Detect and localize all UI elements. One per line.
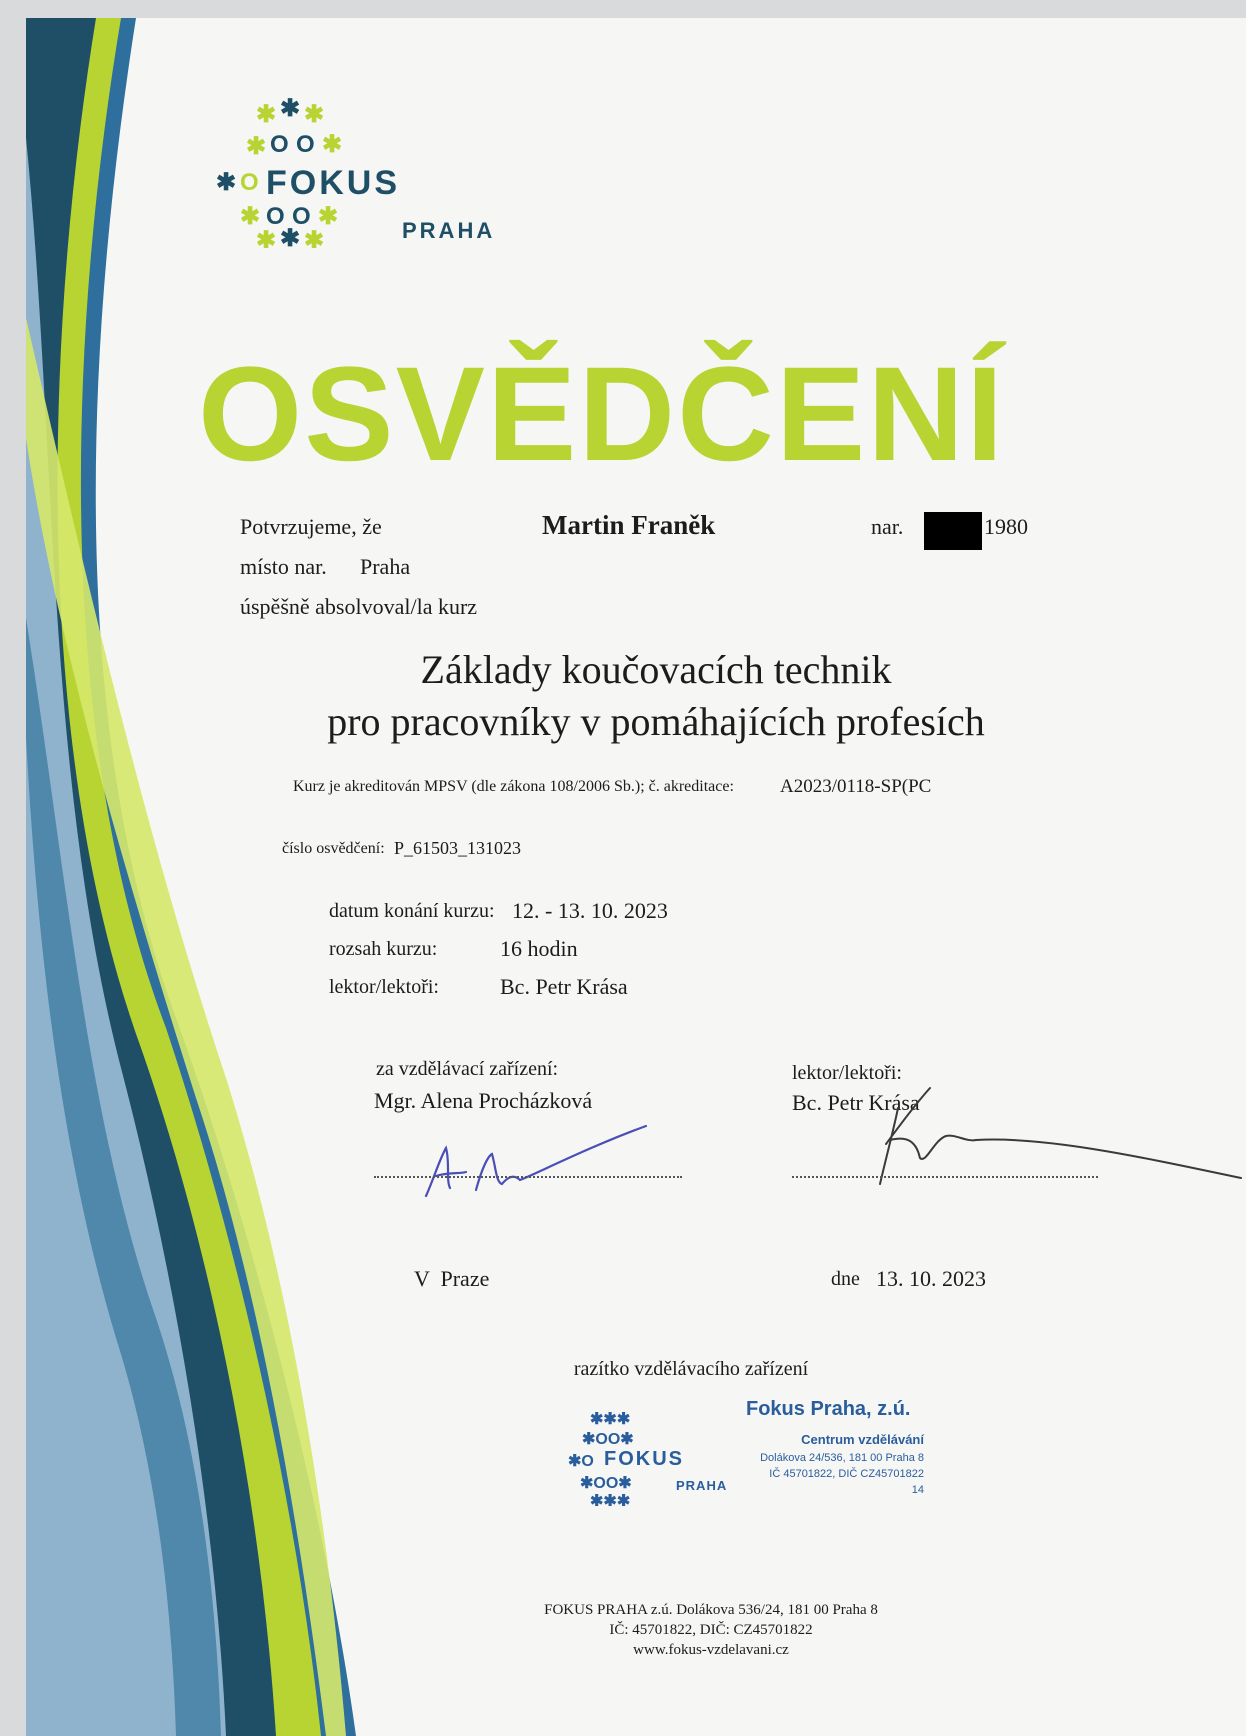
svg-text:✱O: ✱O [568, 1453, 594, 1470]
issue-date-label: dne [831, 1268, 860, 1290]
certificate-title: OSVĚDČENÍ [198, 340, 1006, 489]
birthplace-value: Praha [360, 554, 411, 579]
left-handwritten-signature [406, 1118, 666, 1208]
svg-text:O: O [270, 131, 289, 158]
footer-address: FOKUS PRAHA z.ú. Dolákova 536/24, 181 00 Praha 8 [544, 1602, 878, 1618]
fokus-logo [212, 92, 502, 248]
stamp-org: Fokus Praha, z.ú. [746, 1398, 911, 1420]
left-signature-line [374, 1176, 682, 1178]
date-label: datum konání kurzu: [329, 900, 495, 922]
svg-text:O: O [292, 203, 311, 230]
confirm-label: Potvrzujeme, že [240, 514, 382, 539]
lecturer-label: lektor/lektoři: [329, 976, 439, 998]
certificate-number-value: P_61503_131023 [394, 838, 522, 858]
stamp-logo-word: FOKUS [604, 1448, 684, 1470]
stamp-number: 14 [911, 1484, 924, 1496]
stamp-label: razítko vzdělávacího zařízení [573, 1358, 809, 1380]
stamp-logo-city: PRAHA [676, 1478, 728, 1493]
scope-label: rozsah kurzu: [329, 938, 438, 960]
stamp-ids: IČ 45701822, DIČ CZ45701822 [769, 1468, 924, 1480]
logo-word: FOKUS [266, 164, 400, 202]
svg-text:✱: ✱ [216, 169, 237, 196]
stamp-address: Dolákova 24/536, 181 00 Praha 8 [760, 1452, 924, 1464]
svg-text:✱OO✱: ✱OO✱ [580, 1475, 632, 1492]
course-title-line1: Základy koučovacích technik [420, 647, 892, 692]
lecturer-value: Bc. Petr Krása [500, 974, 628, 999]
logo-city: PRAHA [402, 218, 496, 243]
scope-value: 16 hodin [500, 936, 578, 961]
svg-text:✱: ✱ [318, 203, 339, 230]
svg-text:✱✱✱: ✱✱✱ [590, 1493, 631, 1506]
svg-text:O: O [240, 169, 259, 196]
svg-text:✱: ✱ [256, 227, 277, 248]
institution-stamp [566, 1398, 936, 1518]
right-signature-line [792, 1176, 1098, 1178]
completed-label: úspěšně absolvoval/la kurz [240, 594, 478, 619]
birth-year: 1980 [984, 514, 1028, 539]
course-title-line2: pro pracovníky v pomáhajících profesích [327, 699, 985, 744]
svg-text:✱: ✱ [304, 227, 325, 248]
certificate-page [26, 18, 1246, 1736]
date-value: 12. - 13. 10. 2023 [512, 898, 668, 923]
right-signer-name: Bc. Petr Krása [792, 1090, 920, 1115]
svg-text:✱: ✱ [256, 101, 277, 128]
svg-text:✱: ✱ [304, 101, 325, 128]
accreditation-text: Kurz je akreditován MPSV (dle zákona 108/2006 Sb.); č. akreditace: [293, 778, 734, 795]
svg-text:✱OO✱: ✱OO✱ [582, 1431, 634, 1448]
svg-text:✱: ✱ [246, 133, 267, 160]
svg-text:✱: ✱ [280, 225, 301, 248]
issue-place: V Praze [414, 1266, 490, 1291]
accreditation-number: A2023/0118-SP(PC [780, 776, 932, 797]
decorative-wave-band [26, 18, 446, 1736]
right-signature-label: lektor/lektoři: [792, 1062, 902, 1084]
birthplace-label: místo nar. [240, 554, 327, 579]
svg-text:O: O [296, 131, 315, 158]
svg-text:✱✱✱: ✱✱✱ [590, 1411, 631, 1428]
birth-label: nar. [871, 514, 904, 539]
footer-ids: IČ: 45701822, DIČ: CZ45701822 [609, 1622, 813, 1638]
redacted-birthdate [924, 512, 982, 550]
left-signature-label: za vzdělávací zařízení: [376, 1058, 559, 1080]
right-handwritten-signature [846, 1078, 1246, 1198]
svg-text:✱: ✱ [280, 95, 301, 122]
issue-date-value: 13. 10. 2023 [876, 1266, 986, 1291]
certificate-number-label: číslo osvědčení: [282, 840, 385, 857]
stamp-dept: Centrum vzdělávání [801, 1432, 924, 1447]
footer-website: www.fokus-vzdelavani.cz [633, 1642, 789, 1658]
svg-text:✱: ✱ [322, 131, 343, 158]
left-signer-name: Mgr. Alena Procházková [374, 1088, 593, 1113]
svg-text:O: O [266, 203, 285, 230]
svg-text:✱: ✱ [240, 203, 261, 230]
recipient-name: Martin Franěk [542, 510, 716, 540]
